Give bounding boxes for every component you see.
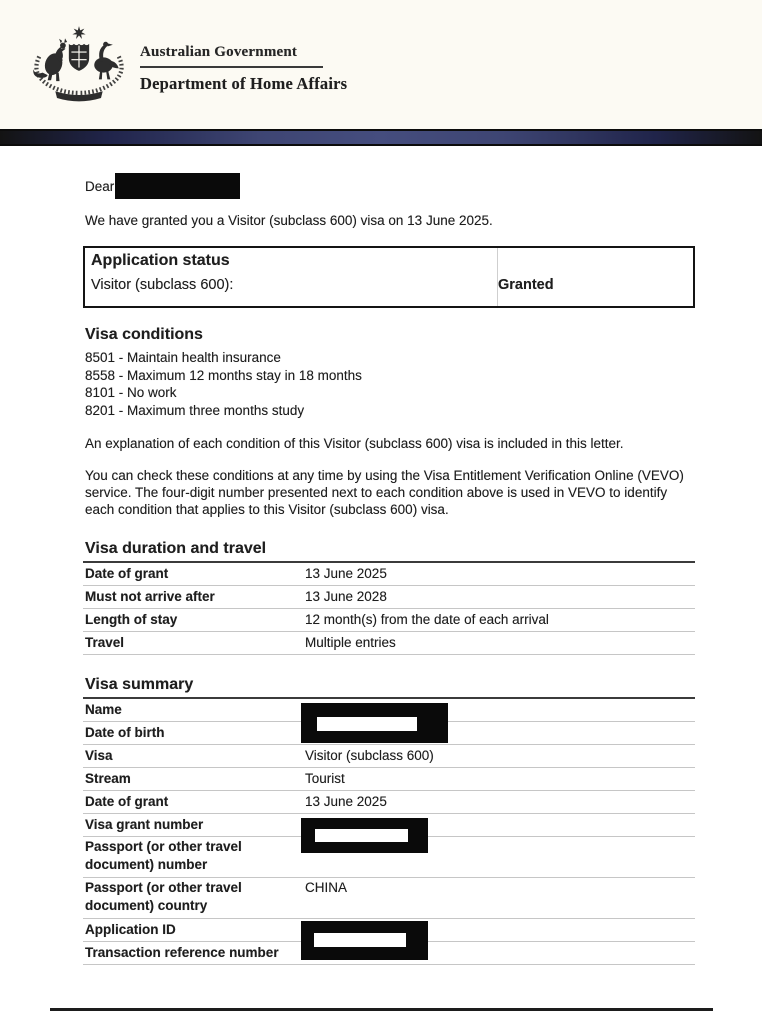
table-row: Stream Tourist — [83, 768, 695, 791]
redacted-application-id — [301, 921, 428, 960]
letter-body — [0, 173, 762, 965]
application-status-row — [91, 274, 685, 296]
redacted-grant-passport-number — [301, 818, 428, 853]
visa-duration-heading: Visa duration and travel — [83, 539, 695, 563]
government-header — [0, 0, 762, 129]
table-row: Date of birth — [83, 722, 695, 745]
table-row: Must not arrive after 13 June 2028 — [83, 586, 695, 609]
salutation-line — [83, 173, 695, 199]
condition-line: 8101 - No work — [85, 385, 177, 400]
australian-coat-of-arms-icon — [24, 22, 134, 113]
table-row: Passport (or other travel document) country CHINA — [83, 878, 695, 919]
grant-intro-paragraph: We have granted you a Visitor (subclass 600) visa on 13 June 2025. — [85, 213, 493, 228]
redacted-name-dob-value — [301, 703, 448, 743]
application-status-title: Application status — [91, 252, 230, 269]
visa-summary-table — [83, 699, 695, 965]
table-row: Name — [83, 699, 695, 722]
header-divider — [140, 66, 323, 68]
explanation-paragraph: An explanation of each condition of this Visitor (subclass 600) visa is included in this letter. — [85, 436, 624, 451]
table-row: Transaction reference number — [83, 942, 695, 965]
table-row: Date of grant 13 June 2025 — [83, 563, 695, 586]
condition-line: 8501 - Maintain health insurance — [85, 350, 281, 365]
government-title: Australian Government — [140, 44, 298, 60]
condition-line: 8558 - Maximum 12 months stay in 18 months — [85, 367, 362, 383]
status-item-value: Granted — [498, 277, 554, 293]
table-row: Visa Visitor (subclass 600) — [83, 745, 695, 768]
table-row: Visa grant number — [83, 814, 695, 837]
visa-conditions-heading: Visa conditions — [85, 326, 203, 343]
application-status-box — [83, 246, 695, 308]
header-accent-bar — [0, 129, 762, 146]
department-title: Department of Home Affairs — [140, 74, 348, 93]
visa-duration-table — [83, 563, 695, 655]
table-row: Length of stay 12 month(s) from the date of each arrival — [83, 609, 695, 632]
table-row: Date of grant 13 June 2025 — [83, 791, 695, 814]
table-row: Passport (or other travel document) number — [83, 837, 695, 878]
redacted-recipient-name — [115, 173, 240, 199]
condition-line: 8201 - Maximum three months study — [85, 402, 305, 418]
visa-summary-heading: Visa summary — [83, 675, 695, 699]
salutation-text: Dear — [85, 178, 115, 194]
table-row: Travel Multiple entries — [83, 632, 695, 655]
vevo-paragraph: You can check these conditions at any time by using the Visa Entitlement Verification Online (VEVO) service. The four-digit number presented next to each condition above is used in VEVO to identify each condition that applies to this Visitor (subclass 600) visa. — [85, 468, 684, 517]
table-row: Application ID — [83, 919, 695, 942]
status-item-label: Visitor (subclass 600): — [91, 277, 234, 293]
footer-divider-line — [50, 1008, 713, 1011]
